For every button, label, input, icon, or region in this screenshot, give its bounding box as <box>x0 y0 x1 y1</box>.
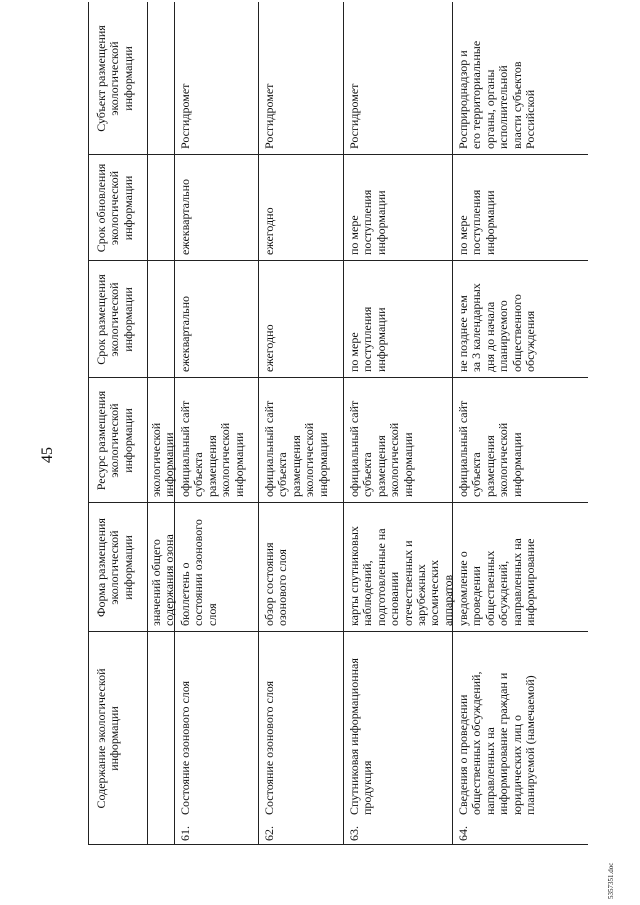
header-subject-line: информации <box>120 46 135 111</box>
cell-form-line: аппаратов <box>440 574 455 626</box>
cell-form-line: обсуждений, <box>496 560 511 626</box>
header-content-line: информации <box>107 706 122 771</box>
cell-resource-line: официальный сайт <box>347 400 361 497</box>
row-number-line: 64. <box>456 826 470 841</box>
cell-subject <box>263 84 276 149</box>
cell-placement-term-line: не позднее чем <box>456 295 470 372</box>
cell-form-line: слоя <box>204 603 219 626</box>
header-divider <box>147 2 148 845</box>
cell-placement-term-line: ежегодно <box>262 324 276 372</box>
header-resource-line: информации <box>120 408 135 473</box>
cell-content-line: Состояние озонового слоя <box>178 680 192 815</box>
cell-form-line: космических <box>427 559 442 626</box>
cell-update-term <box>348 190 388 255</box>
header-placement-term-line: экологической <box>107 282 122 357</box>
row-number <box>457 826 470 841</box>
cell-resource-line: размещения <box>373 435 388 497</box>
cell-subject-line: власти субъектов <box>509 61 524 149</box>
cell-resource-line: официальный сайт <box>262 400 276 497</box>
cell-resource-line: размещения <box>482 435 497 497</box>
row-number <box>348 826 361 841</box>
cell-form-line: общественных <box>482 550 497 626</box>
cell-placement-term <box>179 296 192 372</box>
cell-placement-term-line: общественного <box>509 294 524 372</box>
cell-update-term-line: по мере <box>456 215 470 255</box>
header-content-line: Содержание экологической <box>94 668 108 809</box>
cell-resource-line: субъекта <box>191 452 206 497</box>
cell-form-line: состоянии озонового <box>191 519 206 626</box>
cell-resource-line: размещения <box>204 435 219 497</box>
table-border-top <box>88 2 89 845</box>
cell-resource-line: информации <box>400 432 415 497</box>
cell-resource-line: информации <box>509 432 524 497</box>
header-form-line: экологической <box>107 530 122 605</box>
header-form-line: информации <box>120 535 135 600</box>
cell-placement-term <box>348 307 388 372</box>
cell-content <box>457 672 537 815</box>
row-divider <box>343 2 344 845</box>
cell-content-line: продукция <box>360 760 375 815</box>
header-resource-line: Ресурс размещения <box>94 390 108 491</box>
cell-form-line: обзор состояния <box>262 542 276 626</box>
cell-form <box>457 538 537 626</box>
cell-subject-line: Российской <box>523 89 538 149</box>
cell-update-term-line: ежеквартально <box>178 179 192 255</box>
cell-resource-line: информации <box>231 432 246 497</box>
cell-content <box>263 681 276 815</box>
header-subject-line: Субъект размещения <box>94 25 108 132</box>
cell-resource-line: информации <box>315 432 330 497</box>
cell-form-line: проведении <box>469 566 484 626</box>
page-number: 45 <box>39 447 56 463</box>
cell-placement-term-line: по мере <box>347 332 361 372</box>
cell-subject-line: Росгидромет <box>178 83 192 149</box>
row-number <box>179 826 192 841</box>
cell-form-line: озонового слоя <box>275 549 290 626</box>
cell-subject <box>457 41 537 149</box>
cell-update-term-line: информации <box>482 190 497 255</box>
continuation-form <box>150 534 177 626</box>
row-number <box>263 826 276 841</box>
cell-placement-term-line: за 3 календарных <box>469 283 484 372</box>
cell-form-line: наблюдений, <box>360 560 375 626</box>
cell-resource-line: размещения <box>288 435 303 497</box>
column-divider <box>88 502 588 503</box>
cell-update-term-line: поступления <box>469 189 484 255</box>
cell-subject-line: исполнительной <box>496 65 511 149</box>
cell-resource <box>348 401 415 497</box>
cell-update-term <box>179 179 192 255</box>
cell-update-term-line: поступления <box>360 189 375 255</box>
continuation-form-line: значений общего <box>149 539 163 626</box>
header-subject <box>95 2 135 155</box>
continuation-resource-line: экологической <box>149 422 163 497</box>
header-update-term-line: Срок обновления <box>94 163 108 253</box>
row-number-line: 63. <box>347 826 361 841</box>
cell-content-line: планируемой (намечаемой) <box>523 675 538 815</box>
column-divider <box>88 377 588 378</box>
cell-resource-line: экологической <box>218 422 233 497</box>
column-divider <box>88 260 588 261</box>
cell-form-line: информирование <box>523 538 538 626</box>
cell-form <box>348 526 455 626</box>
cell-update-term-line: ежегодно <box>262 207 276 255</box>
cell-resource-line: экологической <box>387 422 402 497</box>
continuation-form-line: содержания озона <box>162 534 177 626</box>
cell-update-term <box>263 207 276 255</box>
file-footer: 5357351.doc <box>607 862 615 899</box>
cell-content-line: Состояние озонового слоя <box>262 680 276 815</box>
cell-subject <box>179 84 192 149</box>
continuation-resource-line: информации <box>162 432 177 497</box>
cell-resource <box>263 401 330 497</box>
cell-resource-line: субъекта <box>275 452 290 497</box>
cell-placement-term-line: дня до начала <box>482 301 497 372</box>
row-number-line: 62. <box>262 826 276 841</box>
cell-form-line: основании <box>387 571 402 626</box>
header-form-line: Форма размещения <box>94 518 108 617</box>
header-placement-term-line: информации <box>120 287 135 352</box>
cell-form-line: направленных на <box>509 538 524 626</box>
column-divider <box>88 631 588 632</box>
cell-subject-line: его территориальные <box>469 40 484 149</box>
cell-resource-line: субъекта <box>469 452 484 497</box>
cell-resource-line: субъекта <box>360 452 375 497</box>
cell-content-line: Сведения о проведении <box>456 694 470 815</box>
cell-resource <box>179 401 246 497</box>
cell-update-term-line: по мере <box>347 215 361 255</box>
cell-placement-term <box>263 324 276 372</box>
cell-resource-line: экологической <box>496 422 511 497</box>
header-subject-line: экологической <box>107 41 122 116</box>
cell-form-line: подготовленные на <box>373 528 388 626</box>
cell-placement-term-line: обсуждения <box>523 310 538 372</box>
cell-resource <box>457 401 524 497</box>
row-number-line: 61. <box>178 826 192 841</box>
cell-update-term <box>457 190 497 255</box>
cell-form-line: уведомление о <box>456 551 470 626</box>
cell-form-line: зарубежных <box>414 564 429 626</box>
cell-content-line: направленных на <box>482 727 497 815</box>
header-form <box>95 503 135 632</box>
header-resource-line: экологической <box>107 403 122 478</box>
table-border-left <box>88 844 588 845</box>
cell-subject-line: органы, органы <box>482 69 497 149</box>
cell-content-line: Спутниковая информационная <box>347 658 361 815</box>
row-divider <box>452 2 453 845</box>
column-divider <box>88 154 588 155</box>
header-update-term <box>95 155 135 261</box>
cell-form <box>179 519 219 626</box>
cell-subject <box>348 84 361 149</box>
environmental-info-table <box>88 2 588 845</box>
cell-form-line: отечественных и <box>400 540 415 626</box>
cell-subject-line: Росгидромет <box>262 83 276 149</box>
cell-content-line: общественных обсуждений, <box>469 671 484 815</box>
cell-placement-term-line: ежеквартально <box>178 296 192 372</box>
cell-resource-line: официальный сайт <box>178 400 192 497</box>
cell-placement-term-line: информации <box>373 307 388 372</box>
header-placement-term <box>95 261 135 378</box>
row-divider <box>258 2 259 845</box>
cell-placement-term-line: поступления <box>360 306 375 372</box>
cell-content-line: юридических лиц о <box>509 715 524 815</box>
cell-placement-term <box>457 283 537 372</box>
cell-content <box>179 681 192 815</box>
header-content <box>95 632 122 845</box>
header-placement-term-line: Срок размещения <box>94 274 108 365</box>
cell-subject-line: Росприроднадзор и <box>456 50 470 149</box>
cell-resource-line: официальный сайт <box>456 400 470 497</box>
header-update-term-line: экологической <box>107 170 122 246</box>
cell-resource-line: экологической <box>302 422 317 497</box>
cell-content-line: информирование граждан и <box>496 672 511 815</box>
cell-placement-term-line: планируемого <box>496 300 511 372</box>
continuation-resource <box>150 423 177 497</box>
cell-update-term-line: информации <box>373 190 388 255</box>
header-resource <box>95 378 135 503</box>
cell-form <box>263 543 290 626</box>
cell-form-line: карты спутниковых <box>347 526 361 626</box>
header-update-term-line: информации <box>120 175 135 241</box>
cell-subject-line: Росгидромет <box>347 83 361 149</box>
cell-content <box>348 658 375 815</box>
cell-form-line: бюллетень о <box>178 562 192 626</box>
